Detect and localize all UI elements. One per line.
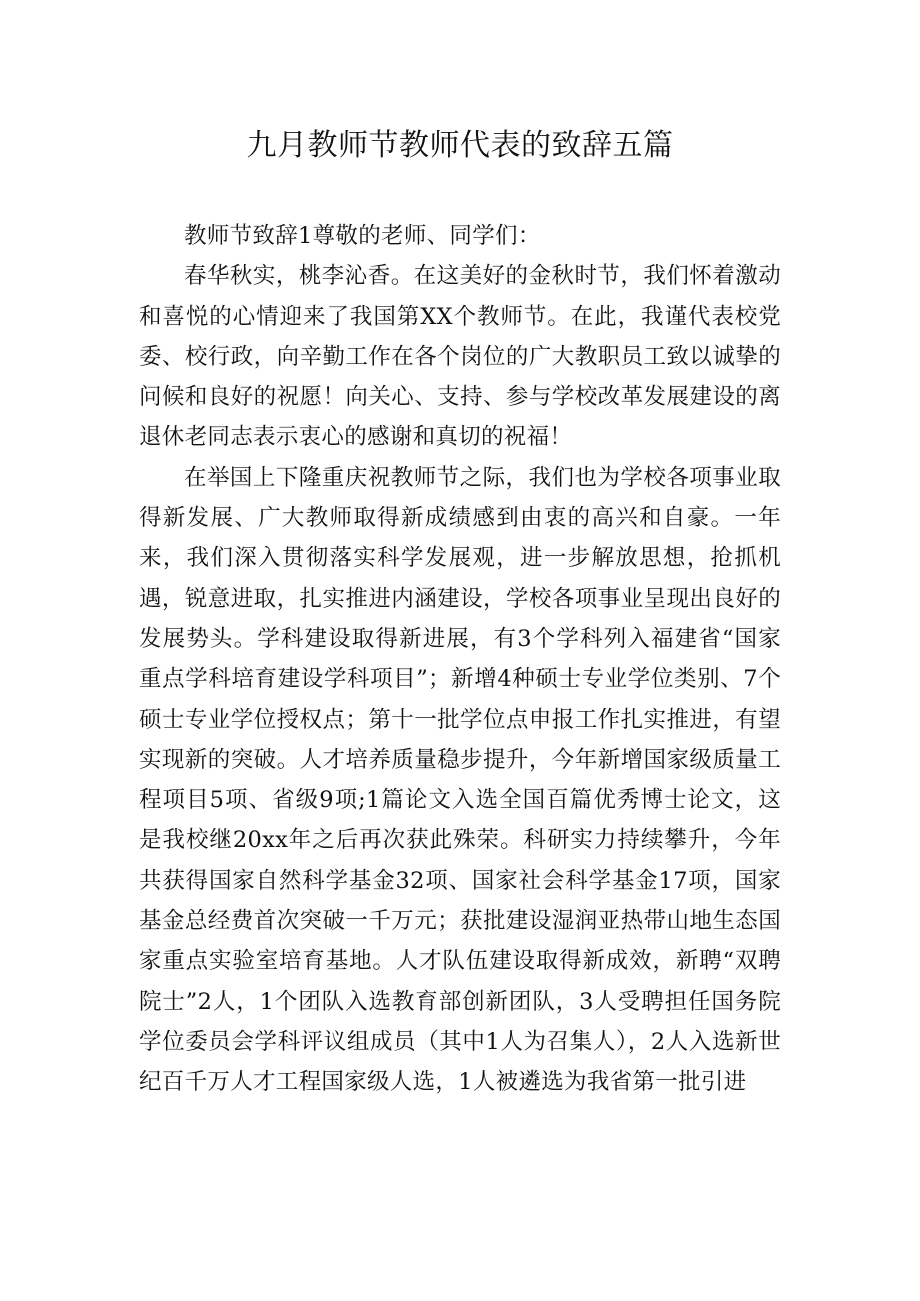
document-body <box>139 216 781 1103</box>
paragraph-achievements: 在举国上下隆重庆祝教师节之际，我们也为学校各项事业取得新发展、广大教师取得新成绩感到由衷的高兴和自豪。一年来，我们深入贯彻落实科学发展观，进一步解放思想，抢抓机遇，锐意进取，扎实推进内涵建设，学校各项事业呈现出良好的发展势头。学科建设取得新进展，有3个学科列入福建省“国家重点学科培育建设学科项目”；新增4种硕士专业学位类别、7个硕士专业学位授权点；第十一批学位点申报工作扎实推进，有望实现新的突破。人才培养质量稳步提升，今年新增国家级质量工程项目5项、省级9项;1篇论文入选全国百篇优秀博士论文，这是我校继20xx年之后再次获此殊荣。科研实力持续攀升，今年共获得国家自然科学基金32项、国家社会科学基金17项，国家基金总经费首次突破一千万元；获批建设湿润亚热带山地生态国家重点实验室培育基地。人才队伍建设取得新成效，新聘“双聘院士”2人，1个团队入选教育部创新团队，3人受聘担任国务院学位委员会学科评议组成员（其中1人为召集人），2人入选新世纪百千万人才工程国家级人选，1人被遴选为我省第一批引进 <box>139 464 781 1096</box>
paragraph-opening: 春华秋实，桃李沁香。在这美好的金秋时节，我们怀着激动和喜悦的心情迎来了我国第XX个教师节。在此，我谨代表校党委、校行政，向辛勤工作在各个岗位的广大教职员工致以诚挚的问候和良好的祝愿！向关心、支持、参与学校改革发展建设的离退休老同志表示衷心的感谢和真切的祝福！ <box>139 263 781 451</box>
document-title: 九月教师节教师代表的致辞五篇 <box>246 128 674 163</box>
paragraph-greeting: 教师节致辞1尊敬的老师、同学们： <box>184 223 541 249</box>
